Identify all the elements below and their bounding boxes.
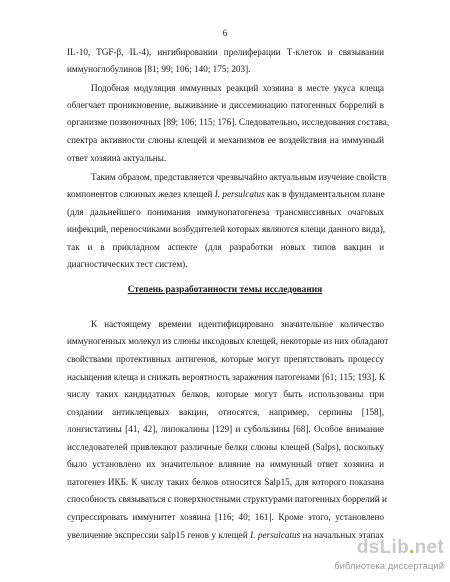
text-line: компонентов слюнных желез клещей I. persulcatus как в фундаментальном плане [67,189,385,199]
text-line: свойствами протективных антигенов, которые могут препятствовать процессу [67,354,384,364]
text-line: лонгистатины [41, 42], липокалины [129] и субользины [68]. Особое внимание [67,424,384,434]
text-line: числу таких кандидатных белков, которые могут быть использованы при [67,389,384,399]
text-line: исследователей привлекают различные белки слюны клещей (Salps), поскольку [67,442,384,452]
text-line: насыщения клеща и снижать вероятность заражения патогенами [61; 115; 193]. К [67,372,386,382]
text-line: Таким образом, представляется чрезвычайно актуальным изучение свойств [91,172,387,182]
text-line: организме позвоночных [89; 106; 115; 176]. Следовательно, исследования состава, [67,117,390,127]
watermark-subtitle: библиотека диссертаций [334,561,444,572]
text-line: диагностических тест систем). [67,259,188,269]
text-line: супрессировать иммунитет хозяина [116; 40; 161]. Кроме этого, установлено [67,512,384,522]
text-line: Подобная модуляция иммунных реакций хозяина в месте укуса клеща [91,83,384,93]
text-line: ответ хозяина актуальны. [67,153,167,163]
text-line: так и в прикладном аспекте (для разработки новых типов вакцин и [67,242,384,252]
text-line: (для дальнейшего понимания иммунопатогенеза трансмиссивных очаговых [67,207,384,217]
watermark [334,537,450,582]
text-line: спектра активности слюны клещей и механизмов ее воздействия на иммунный [67,135,384,145]
text-line: иммуногенных молекул из слюны иксодовых клещей, некоторые из них обладают [67,336,389,346]
page-number: 6 [222,28,228,38]
text-line: способность связываться с поверхностными структурами патогенных боррелий и [67,494,387,504]
text-line: инфекций, переносчиками возбудителей которых являются клещи данного вида), [67,224,386,234]
text-line: IL-10, TGF-β, IL-4), ингибировании пролиферации Т-клеток и связывании [67,47,384,57]
text-line: иммуноглобулинов [81; 99; 106; 140; 175; 203]. [67,64,251,74]
text-line: патогенез ИКБ. К числу таких белков относится Salp15, для которого показана [67,477,384,487]
text-line: создании антиклещевых вакцин, относятся, например, серпины [158], [67,407,384,417]
text-line: было установлено их значительное влияние на иммунный ответ хозяина и [67,459,384,469]
section-heading: Степень разработанности темы исследования [127,285,323,295]
dslib-logo: dsLib.net [356,537,444,558]
text-line: увеличение экспрессии salp15 генов у клещей I. persulcatus на начальных этапах [67,530,385,540]
text-line: К настоящему времени идентифицировано значительное количество [91,319,384,329]
text-line: облегчает проникновение, выживание и диссеминацию патогенных боррелий в [67,100,384,110]
